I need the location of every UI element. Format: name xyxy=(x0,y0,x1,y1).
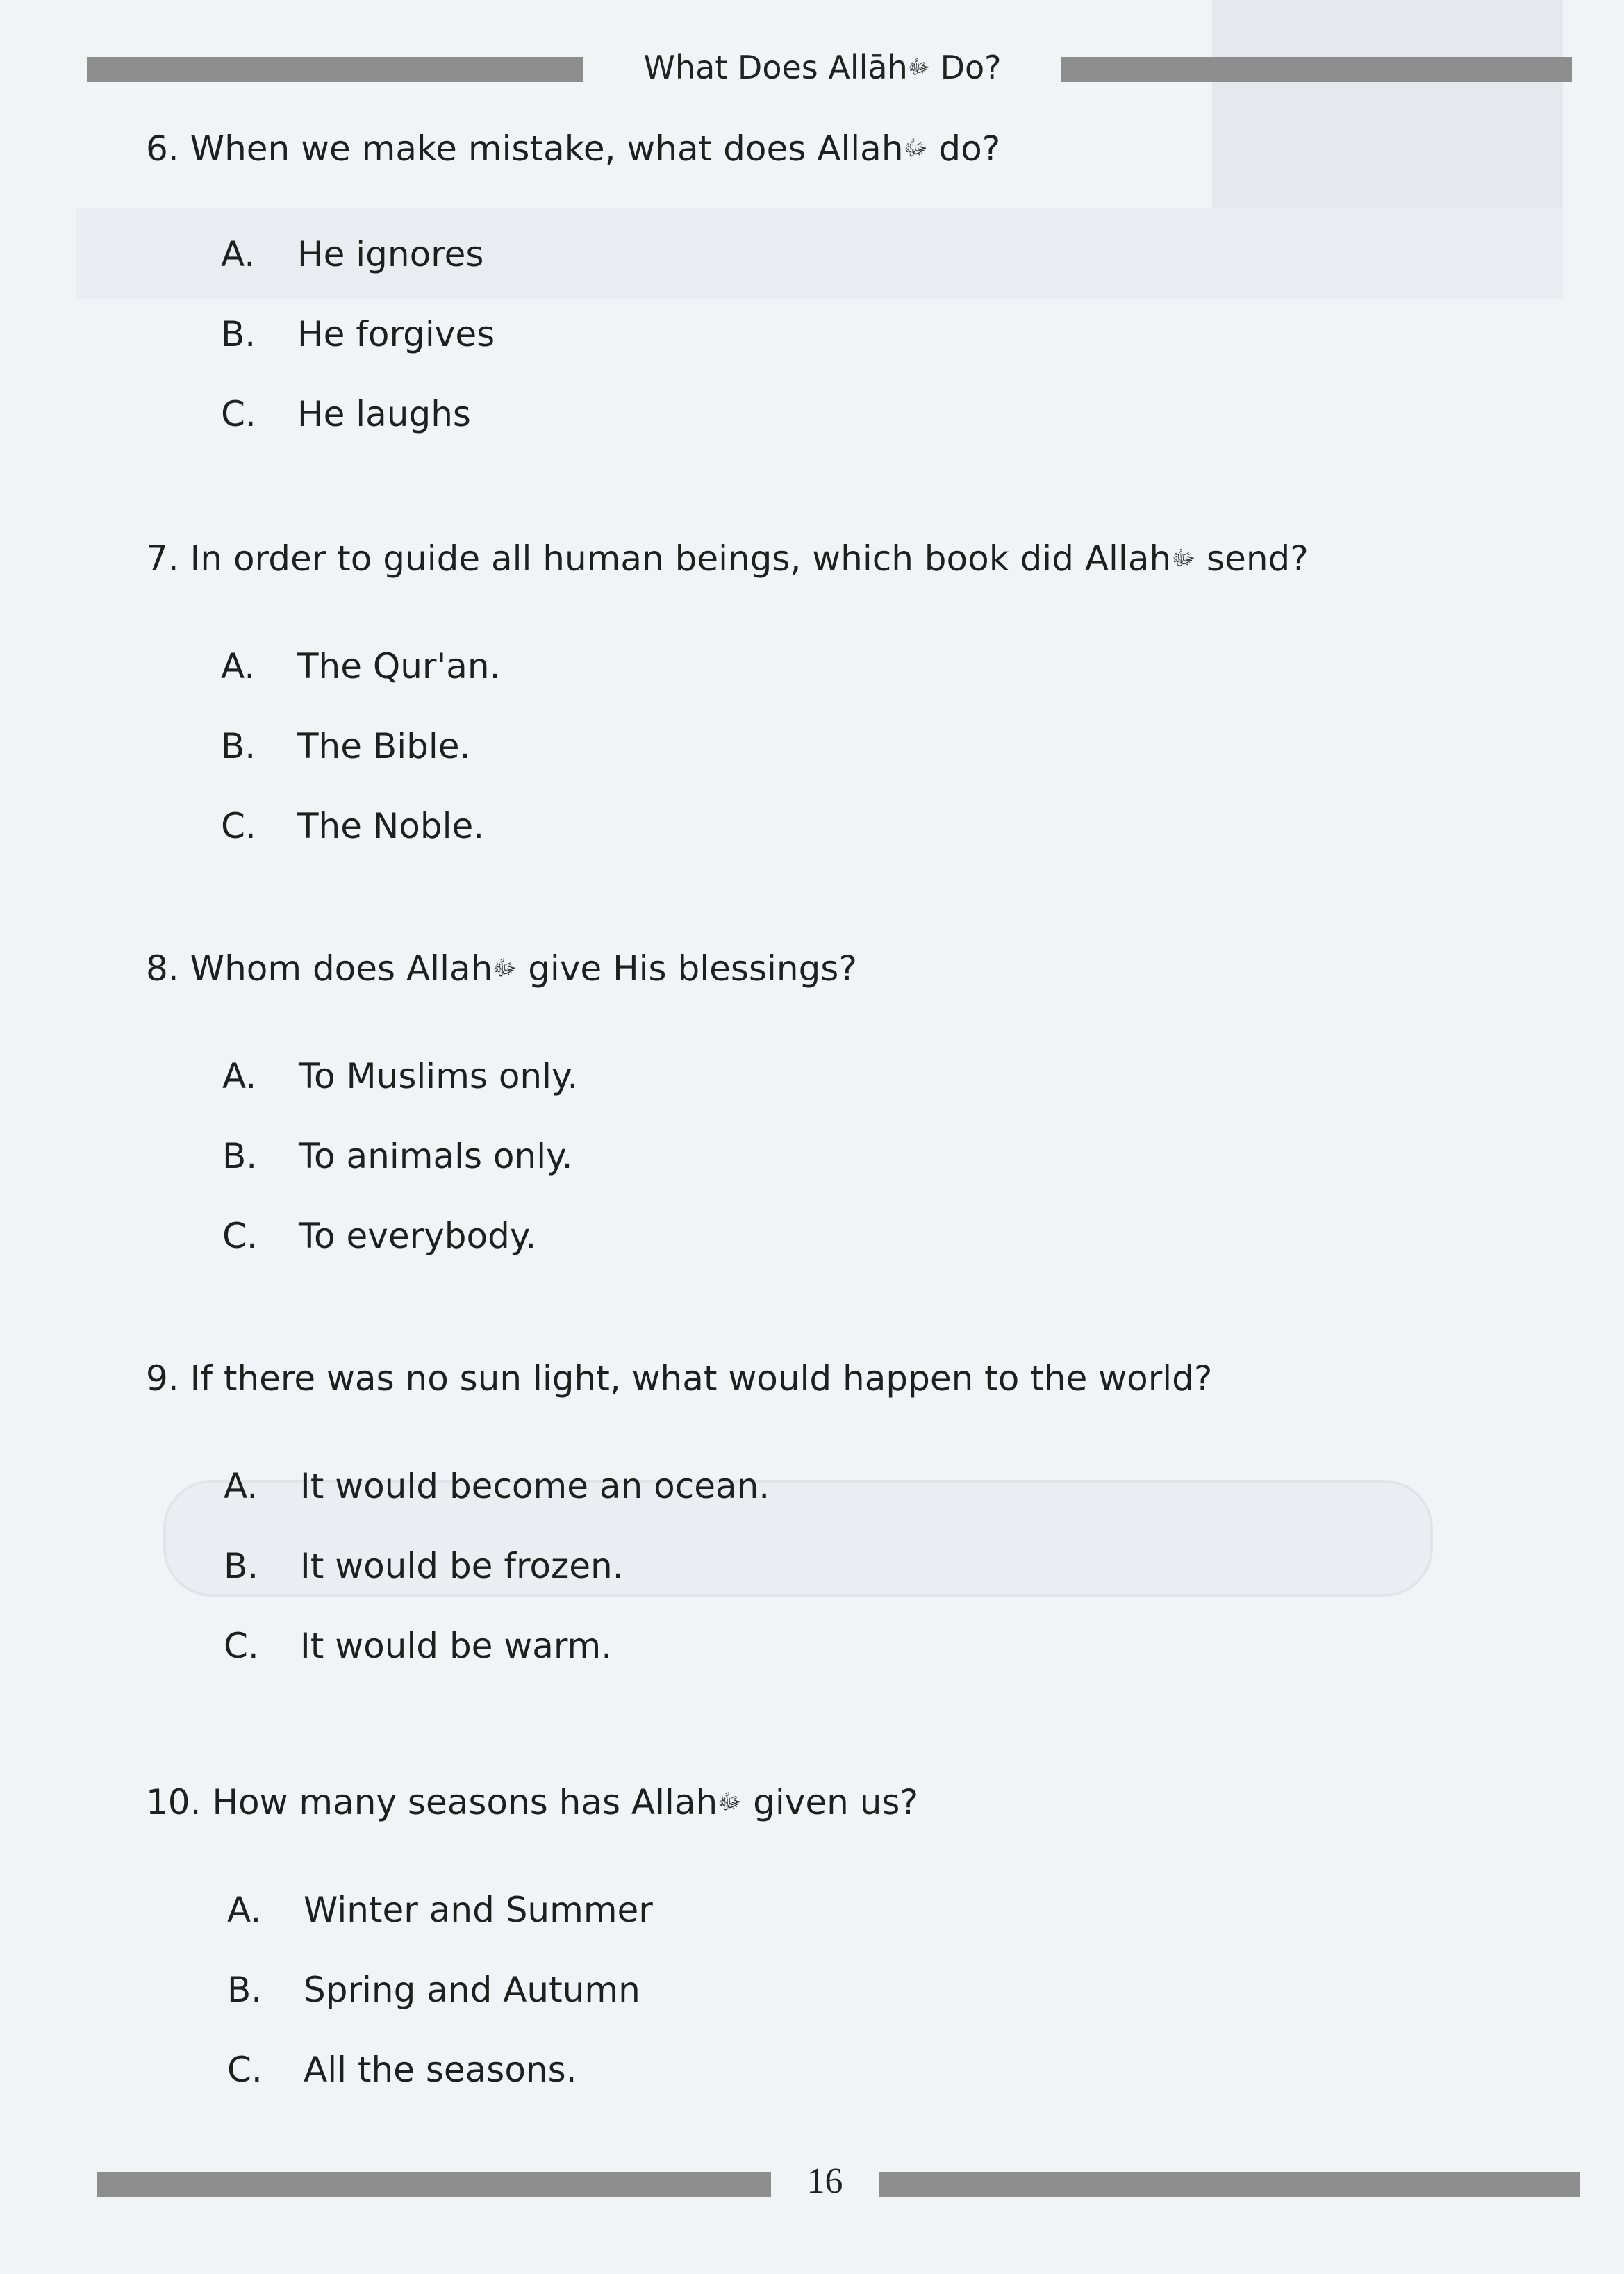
honorific-mark: ﷻ xyxy=(718,1789,743,1815)
question-10-option-c: C. All the seasons. xyxy=(227,2050,577,2090)
page-header-title: What Does Allāhﷻ Do? xyxy=(643,49,1002,86)
question-6: 6. When we make mistake, what does Allahﷻ do? xyxy=(146,129,1001,169)
page-number: 16 xyxy=(806,2161,843,2201)
header-bar-left xyxy=(87,57,583,82)
footer-bar-left xyxy=(97,2172,771,2197)
question-6-option-b: B. He forgives xyxy=(221,314,495,354)
question-6-option-a: A. He ignores xyxy=(221,234,484,274)
question-10-option-a: A. Winter and Summer xyxy=(227,1890,653,1930)
question-8: 8. Whom does Allahﷻ give His blessings? xyxy=(146,948,857,989)
question-9-option-c: C. It would be warm. xyxy=(224,1626,613,1666)
question-8-option-c: C. To everybody. xyxy=(222,1216,537,1256)
question-7-option-c: C. The Noble. xyxy=(221,806,485,846)
question-10: 10. How many seasons has Allahﷻ given us? xyxy=(146,1782,918,1822)
question-8-option-b: B. To animals only. xyxy=(222,1136,573,1176)
honorific-mark: ﷻ xyxy=(903,135,928,161)
question-8-option-a: A. To Muslims only. xyxy=(222,1056,579,1096)
question-9: 9. If there was no sun light, what would happen to the world? xyxy=(146,1358,1213,1399)
honorific-mark: ﷻ xyxy=(1171,545,1196,571)
header-bar-right xyxy=(1061,57,1572,82)
question-10-option-b: B. Spring and Autumn xyxy=(227,1970,640,2010)
footer-bar-right xyxy=(879,2172,1580,2197)
question-6-option-c: C. He laughs xyxy=(221,394,471,434)
honorific-mark: ﷻ xyxy=(907,55,930,79)
question-7-option-a: A. The Qur'an. xyxy=(221,646,501,686)
question-7-option-b: B. The Bible. xyxy=(221,726,471,766)
question-7: 7. In order to guide all human beings, which book did Allahﷻ send? xyxy=(146,538,1309,579)
honorific-mark: ﷻ xyxy=(492,955,517,981)
question-9-option-a: A. It would become an ocean. xyxy=(224,1466,770,1506)
question-9-option-b: B. It would be frozen. xyxy=(224,1546,624,1586)
